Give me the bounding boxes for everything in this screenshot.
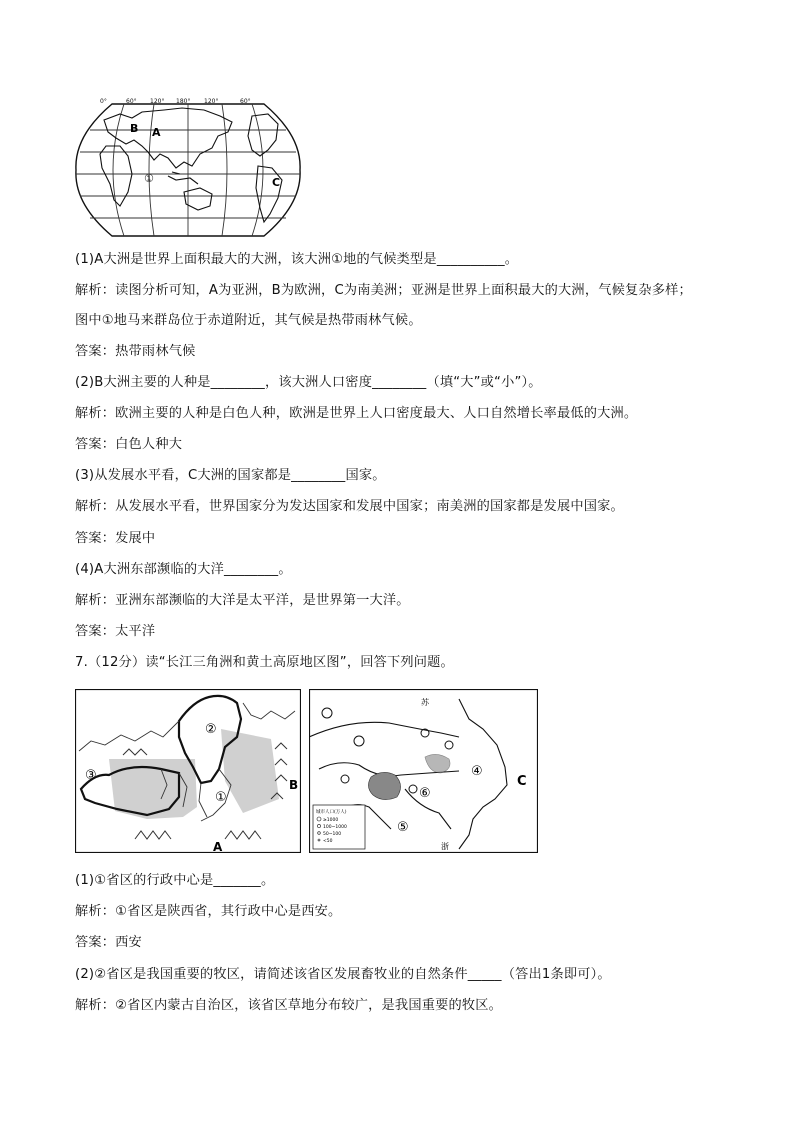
world-map xyxy=(72,96,304,244)
loess-plateau-map xyxy=(75,689,301,853)
yangtze-delta-figure xyxy=(309,689,538,853)
analysis-2: 解析：欧洲主要的人种是白色人种，欧洲是世界上人口密度最大、人口自然增长率最低的大洲。 xyxy=(75,406,638,421)
map-label-a: A xyxy=(152,126,161,139)
analysis-4: 解析：亚洲东部濒临的大洋是太平洋，是世界第一大洋。 xyxy=(75,593,410,608)
longitude-label-2: 120° xyxy=(150,98,165,105)
delta-label-zhe: 浙 xyxy=(441,842,449,851)
analysis-1b: 图中①地马来群岛位于赤道附近，其气候是热带雨林气候。 xyxy=(75,313,422,328)
answer-4: 答案：太平洋 xyxy=(75,624,156,639)
delta-label-4: ④ xyxy=(471,764,483,779)
question-1: (1)A大洲是世界上面积最大的大洲，该大洲①地的气候类型是__________。 xyxy=(75,252,519,267)
legend-item-4: <50 xyxy=(323,839,333,844)
legend-item-3: 50~100 xyxy=(323,832,342,837)
question-4: (4)A大洲东部濒临的大洋________。 xyxy=(75,562,292,577)
loess-label-a: A xyxy=(213,840,223,853)
question-7-1: (1)①省区的行政中心是_______。 xyxy=(75,873,275,888)
answer-2: 答案：白色人种大 xyxy=(75,437,183,452)
longitude-label-0: 0° xyxy=(100,98,107,105)
answer-7-1: 答案：西安 xyxy=(75,935,142,950)
question-7-2: (2)②省区是我国重要的牧区，请简述该省区发展畜牧业的自然条件_____（答出1条即可）。 xyxy=(75,967,611,982)
question-2: (2)B大洲主要的人种是________，该大洲人口密度________（填“大”或“小”）。 xyxy=(75,375,542,390)
map-label-b: B xyxy=(130,122,139,135)
delta-label-5: ⑤ xyxy=(397,820,409,835)
delta-label-6: ⑥ xyxy=(419,786,431,801)
legend-item-1: ≥1000 xyxy=(323,818,339,823)
question-7-title: 7.（12分）读“长江三角洲和黄土高原地区图”，回答下列问题。 xyxy=(75,655,454,670)
yangtze-delta-map xyxy=(309,689,538,853)
answer-3: 答案：发展中 xyxy=(75,531,156,546)
longitude-label-4: 120° xyxy=(204,98,219,105)
analysis-7-1: 解析：①省区是陕西省，其行政中心是西安。 xyxy=(75,904,342,919)
question-3: (3)从发展水平看，C大洲的国家都是________国家。 xyxy=(75,468,386,483)
loess-label-2: ② xyxy=(205,722,217,737)
delta-label-su: 苏 xyxy=(421,698,429,707)
map-label-one: ① xyxy=(144,172,154,185)
analysis-7-2: 解析：②省区内蒙古自治区，该省区草地分布较广，是我国重要的牧区。 xyxy=(75,998,503,1013)
world-map-figure xyxy=(72,96,304,244)
legend-title: 城市人口(万人) xyxy=(316,810,347,815)
answer-1: 答案：热带雨林气候 xyxy=(75,344,196,359)
longitude-label-3: 180° xyxy=(176,98,191,105)
longitude-label-1: 60° xyxy=(126,98,137,105)
loess-label-1: ① xyxy=(215,790,227,805)
analysis-3: 解析：从发展水平看，世界国家分为发达国家和发展中国家；南美洲的国家都是发展中国家。 xyxy=(75,499,624,514)
analysis-1a: 解析：读图分析可知，A为亚洲，B为欧洲，C为南美洲；亚洲是世界上面积最大的大洲，气候复杂多样； xyxy=(75,283,692,298)
delta-label-c: C xyxy=(517,774,527,789)
loess-label-b: B xyxy=(289,778,299,792)
legend-item-2: 100~1000 xyxy=(323,825,347,830)
loess-plateau-figure xyxy=(75,689,301,853)
longitude-label-5: 60° xyxy=(240,98,251,105)
map-label-c: C xyxy=(272,176,281,189)
loess-label-3: ③ xyxy=(85,768,97,783)
